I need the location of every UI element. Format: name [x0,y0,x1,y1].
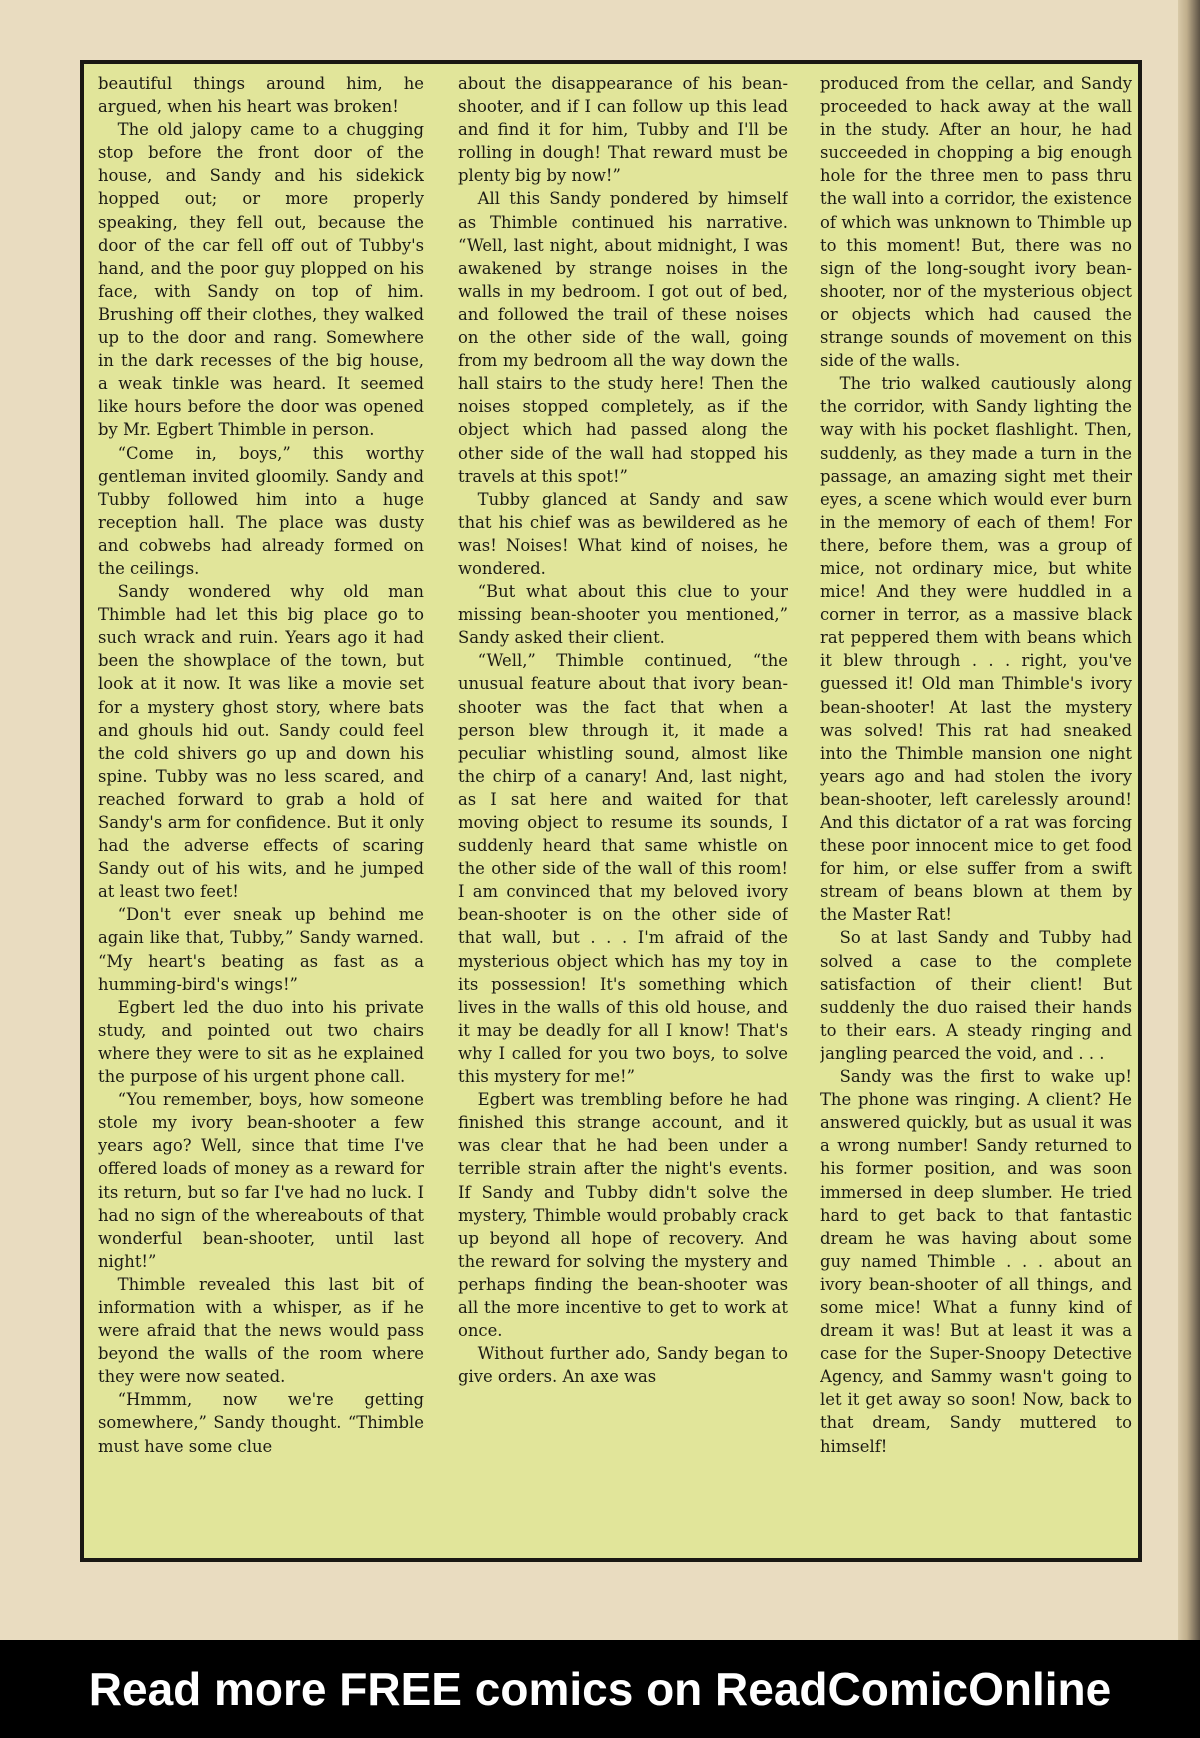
paragraph: “You remember, boys, how someone stole my ivory bean-shooter a few years ago? Well, since that time I've offered loads of money as a reward for its return, but so far I've had no luck. I had no sign of the whereabouts of that wonderful bean-shooter, until last night!” [98,1090,424,1271]
text-panel [80,60,1142,1562]
paragraph: Tubby glanced at Sandy and saw that his chief was as bewildered as he was! Noises! What kind of noises, he wondered. [458,489,788,578]
text-column-3 [820,72,1132,1554]
paragraph: The old jalopy came to a chugging stop before the front door of the house, and Sandy and his sidekick hopped out; or more properly speaking, they fell out, because the door of the car fell off out of Tubby's hand, and the poor guy plopped on his face, with Sandy on top of him. Brushing off their clothes, they walked up to the door and rang. Somewhere in the dark recesses of the big house, a weak tinkle was heard. It seemed like hours before the door was opened by Mr. Egbert Thimble in person. [98,120,424,440]
paragraph: “But what about this clue to your missing bean-shooter you mentioned,” Sandy asked their client. [458,582,788,648]
paragraph: Egbert was trembling before he had finished this strange account, and it was clear that he had been under a terrible strain after the night's events. If Sandy and Tubby didn't solve the mystery, Thimble would probably crack up beyond all hope of recovery. And the reward for solving the mystery and perhaps finding the bean-shooter was all the more incentive to get to work at once. [458,1090,788,1341]
text-column-2 [458,72,788,1554]
paragraph: “Come in, boys,” this worthy gentleman invited gloomily. Sandy and Tubby followed him into a huge reception hall. The place was dusty and cobwebs had already formed on the ceilings. [98,443,424,578]
paragraph: All this Sandy pondered by himself as Thimble continued his narrative. “Well, last night, about midnight, I was awakened by strange noises in the walls in my bedroom. I got out of bed, and followed the trail of these noises on the other side of the wall, going from my bedroom all the way down the hall stairs to the study here! Then the noises stopped completely, as if the object which had passed along the other side of the wall had stopped his travels at this spot!” [458,189,788,486]
paragraph: produced from the cellar, and Sandy proceeded to hack away at the wall in the study. After an hour, he had succeeded in chopping a big enough hole for the three men to pass thru the wall into a corridor, the existence of which was unknown to Thimble up to this moment! But, there was no sign of the long-sought ivory bean-shooter, nor of the mysterious object or objects which had caused the strange sounds of movement on this side of the walls. [820,74,1132,371]
paragraph: Sandy was the first to wake up! The phone was ringing. A client? He answered quickly, but as usual it was a wrong number! Sandy returned to his former position, and was soon immersed in deep slumber. He tried hard to get back to that fantastic dream he was having about some guy named Thimble . . . about an ivory bean-shooter of all things, and some mice! What a funny kind of dream it was! But at least it was a case for the Super-Snoopy Detective Agency, and Sammy wasn't going to let it get away so soon! Now, back to that dream, Sandy muttered to himself! [820,1067,1132,1456]
paragraph: So at last Sandy and Tubby had solved a case to the complete satisfaction of their client! But suddenly the duo raised their hands to their ears. A steady ringing and jangling pearced the void, and . . . [820,928,1132,1063]
text-column-1 [98,72,424,1554]
paragraph: Egbert led the duo into his private study, and pointed out two chairs where they were to sit as he explained the purpose of his urgent phone call. [98,997,424,1087]
promo-banner: Read more FREE comics on ReadComicOnline [0,1640,1200,1738]
paragraph: The trio walked cautiously along the corridor, with Sandy lighting the way with his pocket flashlight. Then, suddenly, as they made a turn in the passage, an amazing sight met their eyes, a scene which would ever burn in the memory of each of them! For there, before them, was a group of mice, not ordinary mice, but white mice! And they were huddled in a corner in terror, as a massive black rat peppered them with beans which it blew through . . . right, you've guessed it! Old man Thimble's ivory bean-shooter! At last the mystery was solved! This rat had sneaked into the Thimble mansion one night years ago and had stolen the ivory bean-shooter, left carelessly around! And this dictator of a rat was forcing these poor innocent mice to get food for him, or else suffer from a swift stream of beans blown at them by the Master Rat! [820,374,1132,925]
paragraph: beautiful things around him, he argued, when his heart was broken! [98,74,424,117]
paragraph: Sandy wondered why old man Thimble had let this big place go to such wrack and ruin. Years ago it had been the showplace of the town, but look at it now. It was like a movie set for a mystery ghost story, where bats and ghouls hid out. Sandy could feel the cold shivers go up and down his spine. Tubby was no less scared, and reached forward to grab a hold of Sandy's arm for confidence. But it only had the adverse effects of scaring Sandy out of his wits, and he jumped at least two feet! [98,582,424,902]
paragraph: “Hmmm, now we're getting somewhere,” Sandy thought. “Thimble must have some clue [98,1390,424,1456]
paragraph: Thimble revealed this last bit of information with a whisper, as if he were afraid that the news would pass beyond the walls of the room where they were now seated. [98,1274,424,1387]
page-edge [1178,0,1200,1640]
paragraph: Without further ado, Sandy began to give orders. An axe was [458,1344,788,1387]
paragraph: “Don't ever sneak up behind me again like that, Tubby,” Sandy warned. “My heart's beating as fast as a humming-bird's wings!” [98,905,424,994]
paragraph: “Well,” Thimble continued, “the unusual feature about that ivory bean-shooter was the fact that when a person blew through it, it made a peculiar whistling sound, almost like the chirp of a canary! And, last night, as I sat here and waited for that moving object to resume its sounds, I suddenly heard that same whistle on the other side of the wall of this room! I am convinced that my beloved ivory bean-shooter is on the other side of that wall, but . . . I'm afraid of the mysterious object which has my toy in its possession! It's something which lives in the walls of this old house, and it may be deadly for all I know! That's why I called for you two boys, to solve this mystery for me!” [458,651,788,1087]
paragraph: about the disappearance of his bean-shooter, and if I can follow up this lead and find it for him, Tubby and I'll be rolling in dough! That reward must be plenty big by now!” [458,74,788,186]
